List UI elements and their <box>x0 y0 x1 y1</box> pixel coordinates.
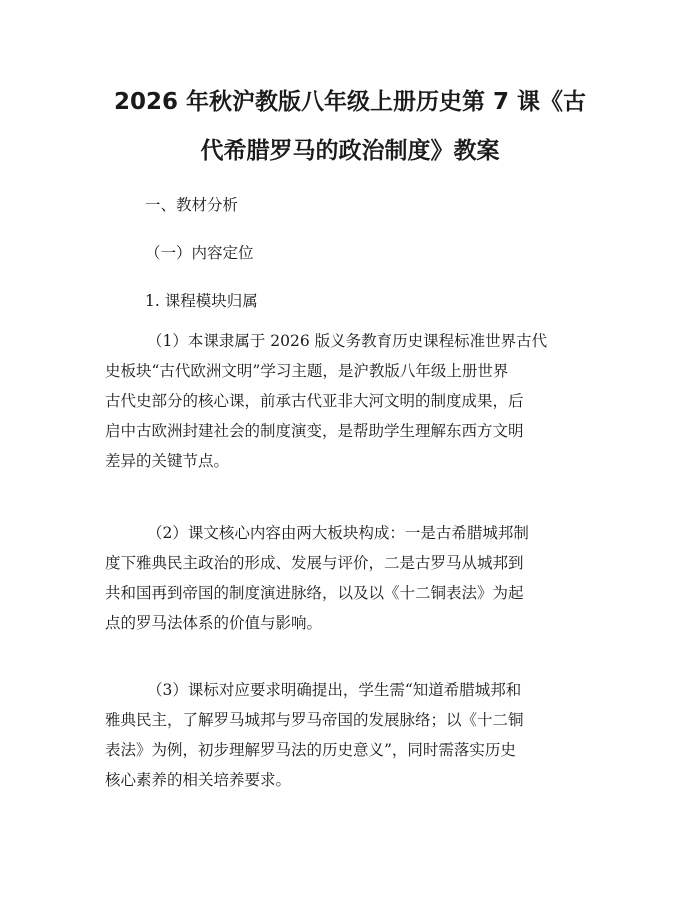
paragraph-line: （1）本课隶属于 2026 版义务教育历史课程标准世界古代 <box>147 332 548 350</box>
paragraph-line: 点的罗马法体系的价值与影响。 <box>105 614 323 632</box>
paragraph-line: 史板块“古代欧洲文明”学习主题，是沪教版八年级上册世界 <box>105 362 509 380</box>
paragraph-1 <box>105 326 600 476</box>
paragraph-line: （3）课标对应要求明确提出，学生需“知道希腊城邦和 <box>147 681 522 699</box>
paragraph-line: 雅典民主，了解罗马城邦与罗马帝国的发展脉络；以《十二铜 <box>105 711 524 729</box>
paragraph-line: 共和国再到帝国的制度演进脉络，以及以《十二铜表法》为起 <box>105 584 524 602</box>
section-heading: 一、教材分析 <box>145 196 239 214</box>
subsection-heading: （一）内容定位 <box>145 244 254 262</box>
item-heading: 1. 课程模块归属 <box>145 292 258 310</box>
paragraph-line: 差异的关键节点。 <box>105 452 230 470</box>
document-title-line-2: 代希腊罗马的政治制度》教案 <box>200 138 500 164</box>
paragraph-line: 启中古欧洲封建社会的制度演变，是帮助学生理解东西方文明 <box>105 422 524 440</box>
document-title-line-1: 2026 年秋沪教版八年级上册历史第 7 课《古 <box>113 89 587 115</box>
paragraph-line: 核心素养的相关培养要求。 <box>105 771 292 789</box>
paragraph-3 <box>105 675 600 795</box>
paragraph-line: 度下雅典民主政治的形成、发展与评价，二是古罗马从城邦到 <box>105 554 524 572</box>
paragraph-line: 古代史部分的核心课，前承古代亚非大河文明的制度成果，后 <box>105 392 524 410</box>
paragraph-line: （2）课文核心内容由两大板块构成：一是古希腊城邦制 <box>147 524 529 542</box>
paragraph-2 <box>105 518 600 638</box>
paragraph-line: 表法》为例，初步理解罗马法的历史意义”，同时需落实历史 <box>105 741 516 759</box>
